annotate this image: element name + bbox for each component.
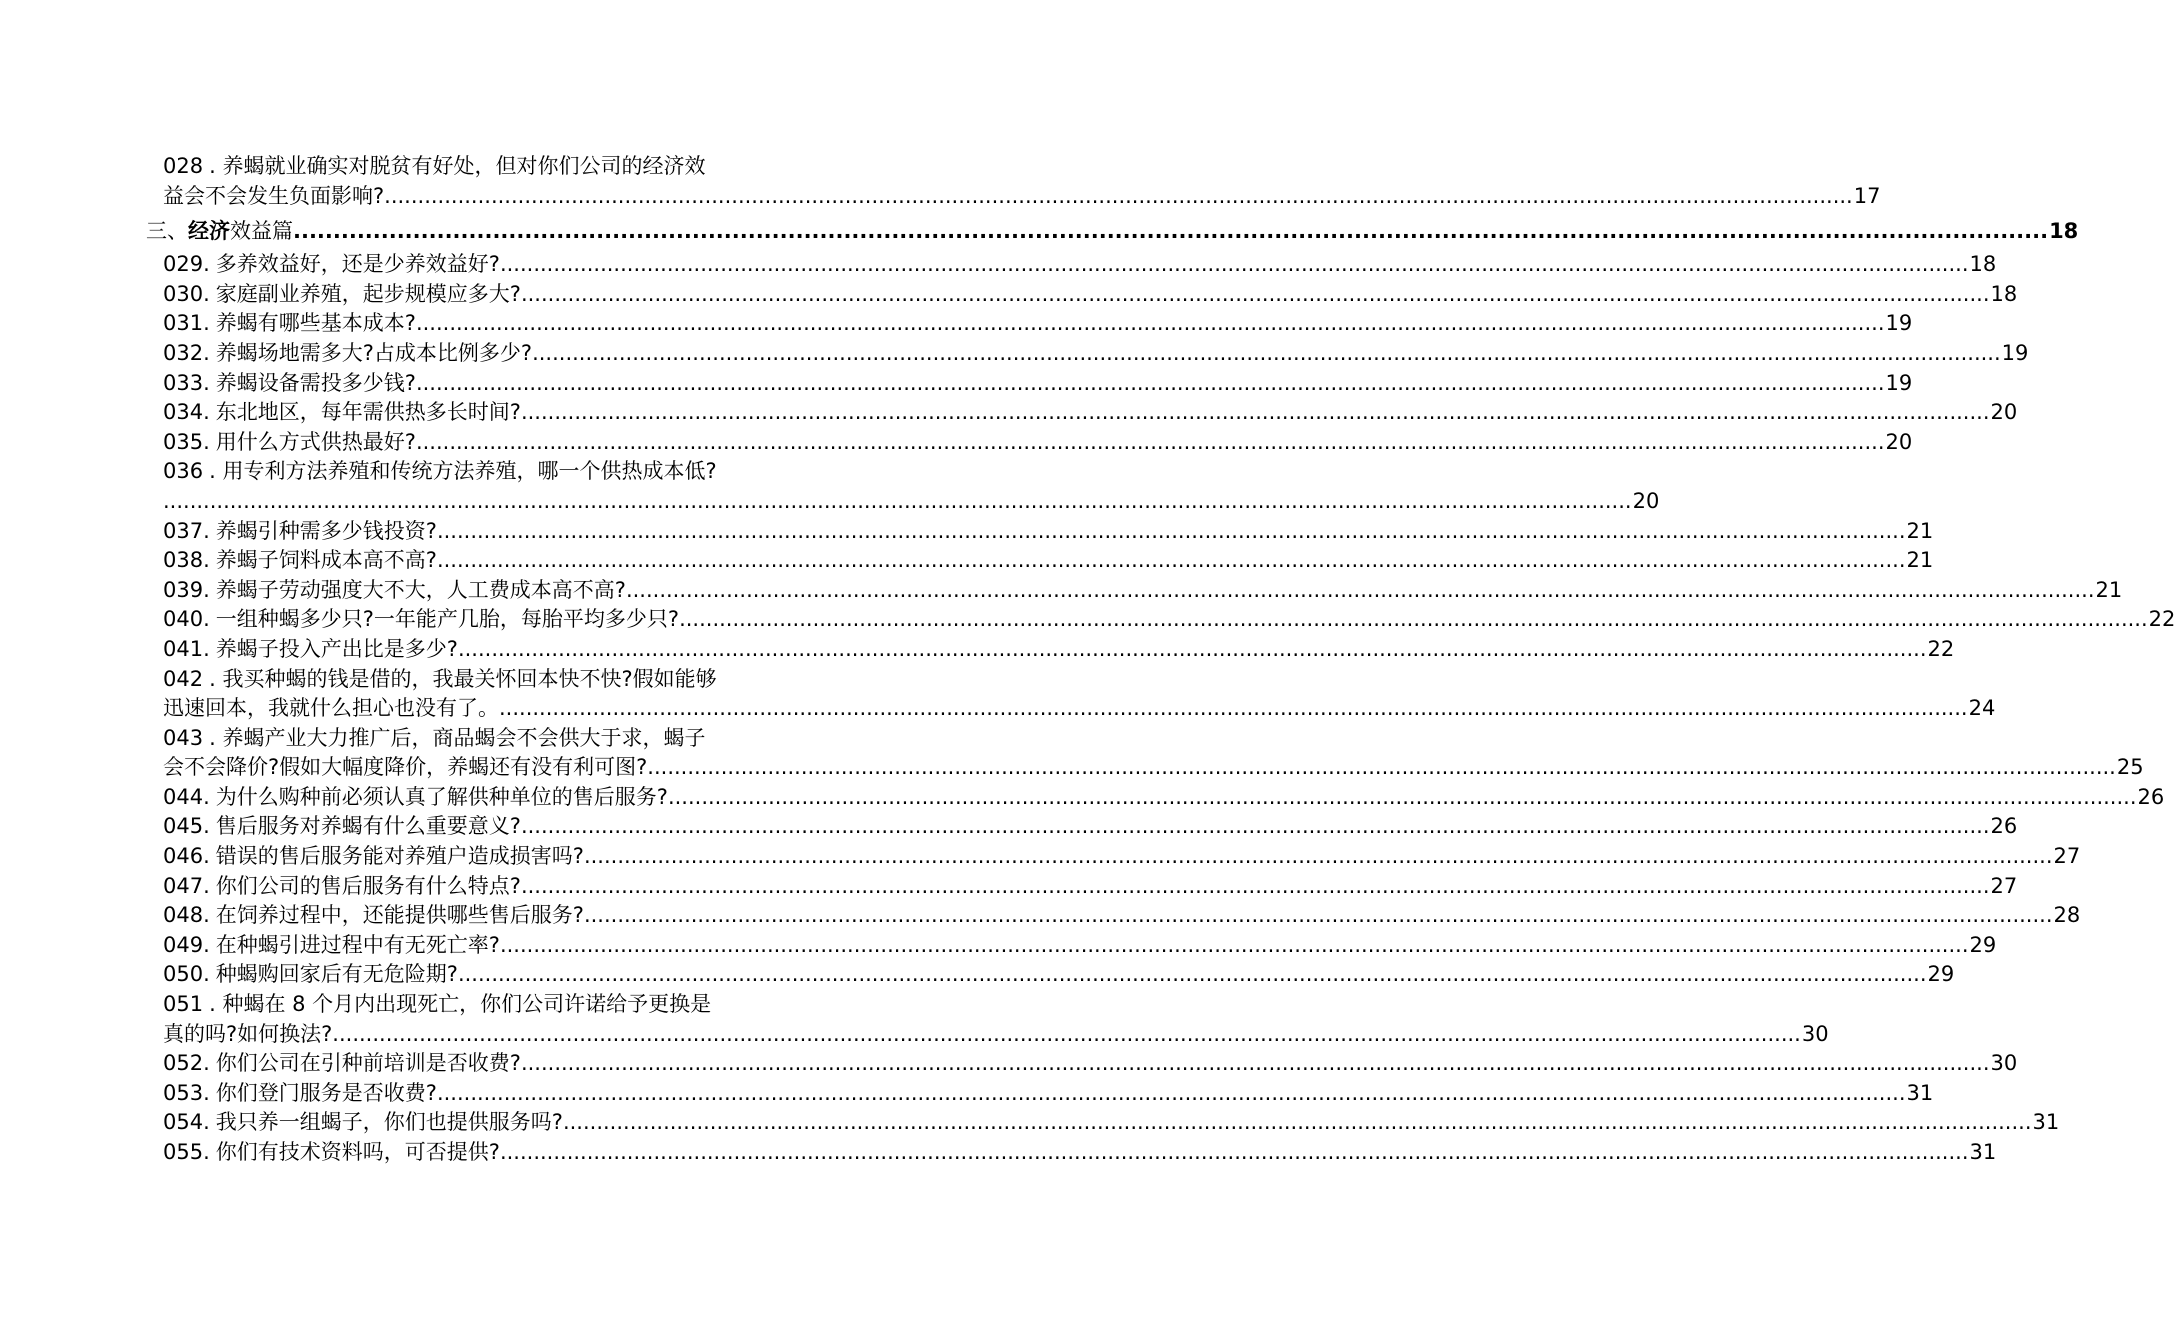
dot-leader: ............................................................................................................................................................................................................................ — [520, 873, 1990, 898]
toc-entry — [163, 576, 2123, 606]
entry-number: 055 — [163, 1140, 204, 1164]
dot-leader: ............................................................................................................................................................................................................................ — [520, 814, 1990, 839]
toc-entry — [163, 1138, 1997, 1168]
entry-number-separator: . — [203, 252, 210, 277]
dot-leader: ............................................................................................................................................................................................................................ — [415, 370, 1885, 395]
entry-number-separator: . — [209, 666, 223, 691]
entry-number: 048 — [163, 903, 204, 928]
entry-number: 047 — [163, 873, 204, 898]
entry-number: 054 — [163, 1110, 204, 1135]
entry-title: 为什么购种前必须认真了解供种单位的售后服务? — [215, 784, 668, 809]
toc-entry — [163, 783, 2165, 813]
page-number: 18 — [2049, 219, 2079, 244]
page-number: 19 — [2001, 340, 2029, 365]
toc-entry — [163, 901, 2081, 931]
entry-number: 037 — [163, 518, 204, 543]
entry-title: 用什么方式供热最好? — [215, 429, 416, 454]
toc-entry — [163, 872, 2018, 902]
entry-number: 045 — [163, 814, 204, 839]
entry-number: 042 — [163, 666, 204, 691]
toc-entry — [163, 152, 1881, 211]
entry-title: 会不会降价?假如大幅度降价，养蝎还有没有利可图? — [163, 755, 648, 780]
page-number: 22 — [1927, 636, 1955, 661]
page-number: 31 — [1906, 1080, 1934, 1105]
dot-leader: ............................................................................................................................................................................................................................ — [436, 1080, 1906, 1105]
dot-leader: ............................................................................................................................................................................................................................ — [625, 577, 2095, 602]
entry-title: 你们登门服务是否收费? — [215, 1080, 437, 1105]
page-number: 21 — [2095, 577, 2123, 602]
page-number: 19 — [1885, 311, 1913, 336]
entry-number-separator: . — [203, 1080, 210, 1105]
entry-number-separator: . — [203, 932, 210, 957]
toc-entry — [163, 398, 2018, 428]
entry-title: 多养效益好，还是少养效益好? — [215, 252, 500, 277]
toc-entry — [163, 339, 2029, 369]
page-number: 27 — [2053, 844, 2081, 869]
dot-leader: ............................................................................................................................................................................................................................ — [679, 607, 2148, 632]
entry-number: 040 — [163, 607, 204, 632]
entry-title-line1: 养蝎就业确实对脱贫有好处，但对你们公司的经济效 — [222, 154, 706, 178]
entry-number-separator: . — [203, 518, 210, 543]
toc-entry — [163, 635, 1955, 665]
entry-title: 我只养一组蝎子，你们也提供服务吗? — [215, 1110, 563, 1135]
entry-title-line1: 养蝎产业大力推广后，商品蝎会不会供大于求，蝎子 — [222, 725, 706, 750]
entry-title: 你们有技术资料吗，可否提供? — [215, 1140, 500, 1164]
entry-title: 真的吗?如何换法? — [163, 1021, 333, 1046]
toc-entry — [163, 517, 1934, 547]
section-title: 经济 — [188, 219, 230, 244]
entry-number-separator: . — [203, 903, 210, 928]
toc-entry — [163, 369, 1913, 399]
entry-title: 你们公司的售后服务有什么特点? — [215, 873, 521, 898]
page-number: 29 — [1927, 962, 1955, 987]
page-number: 19 — [1885, 370, 1913, 395]
page-number: 29 — [1969, 932, 1997, 957]
toc-entry — [163, 280, 2018, 310]
toc-entry — [163, 1049, 2018, 1079]
toc-entry — [163, 1079, 1934, 1109]
entry-number-separator: . — [203, 429, 210, 454]
entry-title: 错误的售后服务能对养殖户造成损害吗? — [215, 844, 584, 869]
entry-title: 在饲养过程中，还能提供哪些售后服务? — [215, 903, 584, 928]
page-number: 22 — [2148, 607, 2175, 632]
dot-leader: ............................................................................................................................................................................................................................ — [436, 518, 1906, 543]
page-number: 28 — [2053, 903, 2081, 928]
page-number: 17 — [1853, 183, 1881, 208]
page-number: 25 — [2116, 755, 2144, 780]
page-number: 24 — [1968, 696, 1996, 721]
dot-leader: ............................................................................................................................................................................................................................ — [583, 903, 2053, 928]
toc-entry — [163, 250, 1997, 280]
dot-leader: ............................................................................................................................................................................................................................ — [457, 962, 1927, 987]
toc-entry — [163, 546, 1934, 576]
entry-title: 一组种蝎多少只?一年能产几胎，每胎平均多少只? — [215, 607, 680, 632]
entry-number-separator: . — [203, 844, 210, 869]
entry-number: 028 — [163, 154, 204, 178]
entry-title: 你们公司在引种前培训是否收费? — [215, 1051, 521, 1076]
page-number: 21 — [1906, 548, 1934, 573]
entry-number: 043 — [163, 725, 204, 750]
entry-number-separator: . — [203, 873, 210, 898]
entry-title: 养蝎设备需投多少钱? — [215, 370, 416, 395]
entry-title: 售后服务对养蝎有什么重要意义? — [215, 814, 521, 839]
entry-number: 031 — [163, 311, 204, 336]
entry-number-separator: . — [209, 459, 223, 484]
entry-number-separator: . — [203, 636, 210, 661]
toc-entry — [163, 990, 1829, 1049]
entry-number-separator: . — [203, 370, 210, 395]
entry-title: 在种蝎引进过程中有无死亡率? — [215, 932, 500, 957]
table-of-contents — [146, 152, 2175, 1168]
page-number: 31 — [2032, 1110, 2060, 1135]
dot-leader: ............................................................................................................................................................................................................................ — [520, 281, 1990, 306]
toc-entry — [163, 605, 2175, 635]
dot-leader: ............................................................................................................................................................................................................................ — [562, 1110, 2032, 1135]
entry-number: 050 — [163, 962, 204, 987]
dot-leader: ............................................................................................................................................................................................................................ — [647, 755, 2116, 780]
entry-number-separator: . — [203, 607, 210, 632]
page-number: 26 — [2137, 784, 2165, 809]
page-number: 20 — [1632, 488, 1660, 513]
entry-title-line1: 用专利方法养殖和传统方法养殖，哪一个供热成本低? — [222, 459, 717, 484]
toc-entry — [163, 309, 1913, 339]
page-number: 31 — [1969, 1140, 1997, 1164]
entry-number-separator: . — [203, 814, 210, 839]
entry-number: 041 — [163, 636, 204, 661]
entry-number: 034 — [163, 400, 204, 425]
dot-leader: ............................................................................................................................................................................................................................ — [499, 252, 1969, 277]
entry-number: 029 — [163, 252, 204, 277]
entry-number-separator: . — [203, 962, 210, 987]
entry-title: 东北地区，每年需供热多长时间? — [215, 400, 521, 425]
dot-leader: ............................................................................................................................................................................................................................ — [415, 429, 1885, 454]
page-number: 30 — [1801, 1021, 1829, 1046]
toc-entry — [163, 724, 2144, 783]
toc-entry — [163, 457, 1660, 516]
entry-title: 养蝎场地需多大?占成本比例多少? — [215, 340, 533, 365]
toc-entry — [163, 931, 1997, 961]
entry-title: 迅速回本，我就什么担心也没有了。 — [163, 696, 499, 721]
toc-entry — [163, 842, 2081, 872]
dot-leader: ............................................................................................................................................................................................................................ — [520, 1051, 1990, 1076]
toc-entry — [163, 812, 2018, 842]
entry-number-separator: . — [203, 784, 210, 809]
toc-entry — [163, 960, 1955, 990]
dot-leader: ............................................................................................................................................................................................................................ — [163, 488, 1632, 513]
page-number: 18 — [1990, 281, 2018, 306]
dot-leader: ............................................................................................................................................................................................................................ — [384, 183, 1853, 208]
page-number: 26 — [1990, 814, 2018, 839]
entry-title-line1: 我买种蝎的钱是借的，我最关怀回本快不快?假如能够 — [222, 666, 717, 691]
dot-leader: ............................................................................................................................................................................................................................ — [415, 311, 1885, 336]
entry-number: 030 — [163, 281, 204, 306]
entry-number-separator: . — [203, 548, 210, 573]
entry-number-separator: . — [203, 577, 210, 602]
page-number: 18 — [1969, 252, 1997, 277]
dot-leader: ............................................................................................................................................................................................................................ — [499, 1140, 1969, 1164]
entry-title: 养蝎子劳动强度大不大，人工费成本高不高? — [215, 577, 626, 602]
entry-number-separator: . — [203, 1051, 210, 1076]
dot-leader: ............................................................................................................................................................................................................................ — [583, 844, 2053, 869]
entry-number: 035 — [163, 429, 204, 454]
dot-leader: ............................................................................................................................................................................................................................ — [436, 548, 1906, 573]
toc-entry — [163, 428, 1913, 458]
section-prefix: 三、 — [146, 219, 188, 244]
entry-number-separator: . — [203, 1140, 210, 1164]
entry-number-separator: . — [203, 281, 210, 306]
entry-number: 051 — [163, 992, 204, 1017]
entry-number: 049 — [163, 932, 204, 957]
entry-title: 养蝎引种需多少钱投资? — [215, 518, 437, 543]
entry-number: 052 — [163, 1051, 204, 1076]
entry-number-separator: . — [203, 1110, 210, 1135]
dot-leader: ............................................................................................................................................................................................................................ — [457, 636, 1927, 661]
page-number: 30 — [1990, 1051, 2018, 1076]
toc-entry — [163, 665, 1996, 724]
entry-title: 养蝎有哪些基本成本? — [215, 311, 416, 336]
dot-leader: ............................................................................................................................................................................................................................ — [293, 219, 2049, 244]
page-number: 27 — [1990, 873, 2018, 898]
dot-leader: ............................................................................................................................................................................................................................ — [520, 400, 1990, 425]
entry-number: 038 — [163, 548, 204, 573]
entry-number-separator: . — [209, 154, 223, 178]
entry-title-line1: 种蝎在 8 个月内出现死亡，你们公司许诺给予更换是 — [222, 992, 712, 1017]
entry-number: 046 — [163, 844, 204, 869]
page-number: 21 — [1906, 518, 1934, 543]
page-number: 20 — [1990, 400, 2018, 425]
entry-number-separator: . — [203, 400, 210, 425]
toc-entry — [163, 1108, 2060, 1138]
entry-number: 039 — [163, 577, 204, 602]
entry-number-separator: . — [203, 311, 210, 336]
toc-section-heading — [146, 213, 2079, 249]
entry-title: 益会不会发生负面影响? — [163, 183, 385, 208]
dot-leader: ............................................................................................................................................................................................................................ — [667, 784, 2137, 809]
page-number: 20 — [1885, 429, 1913, 454]
dot-leader: ............................................................................................................................................................................................................................ — [532, 340, 2001, 365]
entry-number: 053 — [163, 1080, 204, 1105]
dot-leader: ............................................................................................................................................................................................................................ — [332, 1021, 1801, 1046]
entry-title: 养蝎子饲料成本高不高? — [215, 548, 437, 573]
entry-number-separator: . — [209, 992, 223, 1017]
entry-number: 032 — [163, 340, 204, 365]
entry-title: 养蝎子投入产出比是多少? — [215, 636, 458, 661]
section-title-suffix: 效益篇 — [230, 219, 293, 244]
entry-title: 家庭副业养殖，起步规模应多大? — [215, 281, 521, 306]
dot-leader: ............................................................................................................................................................................................................................ — [499, 696, 1968, 721]
entry-number: 033 — [163, 370, 204, 395]
entry-number-separator: . — [209, 725, 223, 750]
dot-leader: ............................................................................................................................................................................................................................ — [499, 932, 1969, 957]
entry-number-separator: . — [203, 340, 210, 365]
entry-number: 036 — [163, 459, 204, 484]
entry-title: 种蝎购回家后有无危险期? — [215, 962, 458, 987]
entry-number: 044 — [163, 784, 204, 809]
